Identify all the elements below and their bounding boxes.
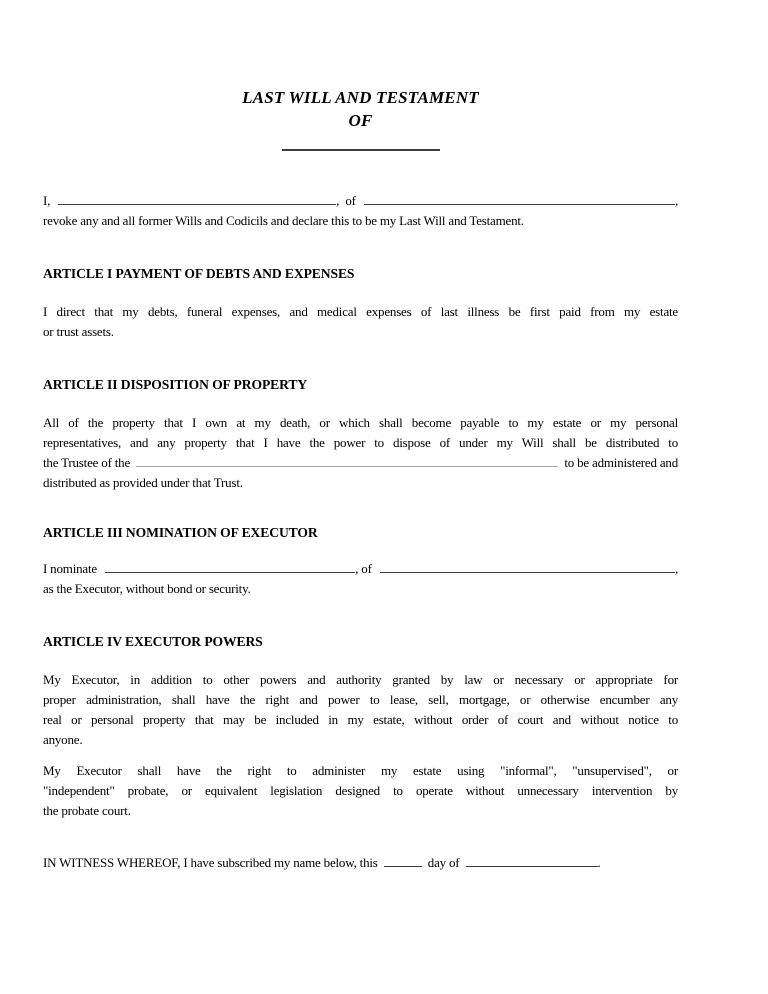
intro-line-2: revoke any and all former Wills and Codicils and declare this to be my Last Will and Testament.	[43, 213, 524, 228]
title-line-2: OF	[348, 111, 373, 130]
article4-heading: ARTICLE IV EXECUTOR POWERS	[43, 634, 263, 649]
article2-body-line: representatives, and any property that I have the power to dispose of under my Will shall be distributed to	[43, 435, 678, 450]
month-field[interactable]	[466, 855, 598, 867]
article3-body	[43, 559, 678, 599]
article1-heading: ARTICLE I PAYMENT OF DEBTS AND EXPENSES	[43, 266, 355, 281]
article4-body-line: My Executor, in addition to other powers and authority granted by law or necessary or appropriate for	[43, 672, 678, 687]
document-title	[43, 86, 678, 151]
article3-mid: , of	[355, 561, 372, 576]
article4-body-line: the probate court.	[43, 803, 131, 818]
intro-suffix: ,	[674, 193, 678, 208]
witness-prefix: IN WITNESS WHEREOF, I have subscribed my name below, this	[43, 855, 378, 870]
article4-body-line: real or personal property that may be included in my estate, without order of court and without notice to	[43, 712, 678, 727]
article3-heading: ARTICLE III NOMINATION OF EXECUTOR	[43, 525, 318, 540]
testator-name-field[interactable]	[58, 192, 336, 205]
witness-suffix: .	[597, 855, 601, 870]
executor-name-field[interactable]	[105, 560, 355, 573]
day-number-field[interactable]	[384, 855, 422, 867]
article4-body-line: proper administration, shall have the right and power to lease, sell, mortgage, or otherwise encumber any	[43, 692, 678, 707]
intro-paragraph	[43, 191, 678, 231]
executor-address-field[interactable]	[380, 560, 675, 573]
article4-paragraph-1	[43, 670, 678, 750]
article4-body-line: anyone.	[43, 732, 83, 747]
article4-body-line: "independent" probate, or equivalent legislation designed to operate without unnecessary intervention by	[43, 783, 678, 798]
article2-body-line: distributed as provided under that Trust.	[43, 475, 243, 490]
article3-line-2: as the Executor, without bond or security.	[43, 581, 251, 596]
article2-line3-prefix: the Trustee of the	[43, 455, 131, 470]
intro-prefix: I,	[43, 193, 51, 208]
title-line-1: LAST WILL AND TESTAMENT	[242, 88, 479, 107]
testator-address-field[interactable]	[364, 192, 675, 205]
article3-prefix: I nominate	[43, 561, 97, 576]
witness-clause	[43, 853, 678, 873]
intro-mid: , of	[336, 193, 356, 208]
article4-paragraph-2	[43, 761, 678, 821]
article2-fill-line	[43, 453, 678, 473]
article2-line3-suffix: to be administered and	[564, 455, 678, 470]
article4-body-line: My Executor shall have the right to administer my estate using "informal", "unsupervised", or	[43, 763, 678, 778]
article2-body-line: All of the property that I own at my death, or which shall become payable to my estate or my personal	[43, 415, 678, 430]
intro-fill-line	[43, 191, 678, 211]
article2-heading: ARTICLE II DISPOSITION OF PROPERTY	[43, 377, 308, 392]
testator-name-title-blank[interactable]	[282, 141, 440, 151]
article1-body-line: I direct that my debts, funeral expenses, and medical expenses of last illness be first paid from my estate	[43, 304, 678, 319]
article2-body	[43, 413, 678, 493]
trust-name-field[interactable]	[136, 454, 558, 467]
article1-body	[43, 302, 678, 342]
witness-mid: day of	[427, 855, 460, 870]
article1-body-line: or trust assets.	[43, 324, 114, 339]
article3-fill-line	[43, 559, 678, 579]
article3-suffix: ,	[674, 561, 678, 576]
